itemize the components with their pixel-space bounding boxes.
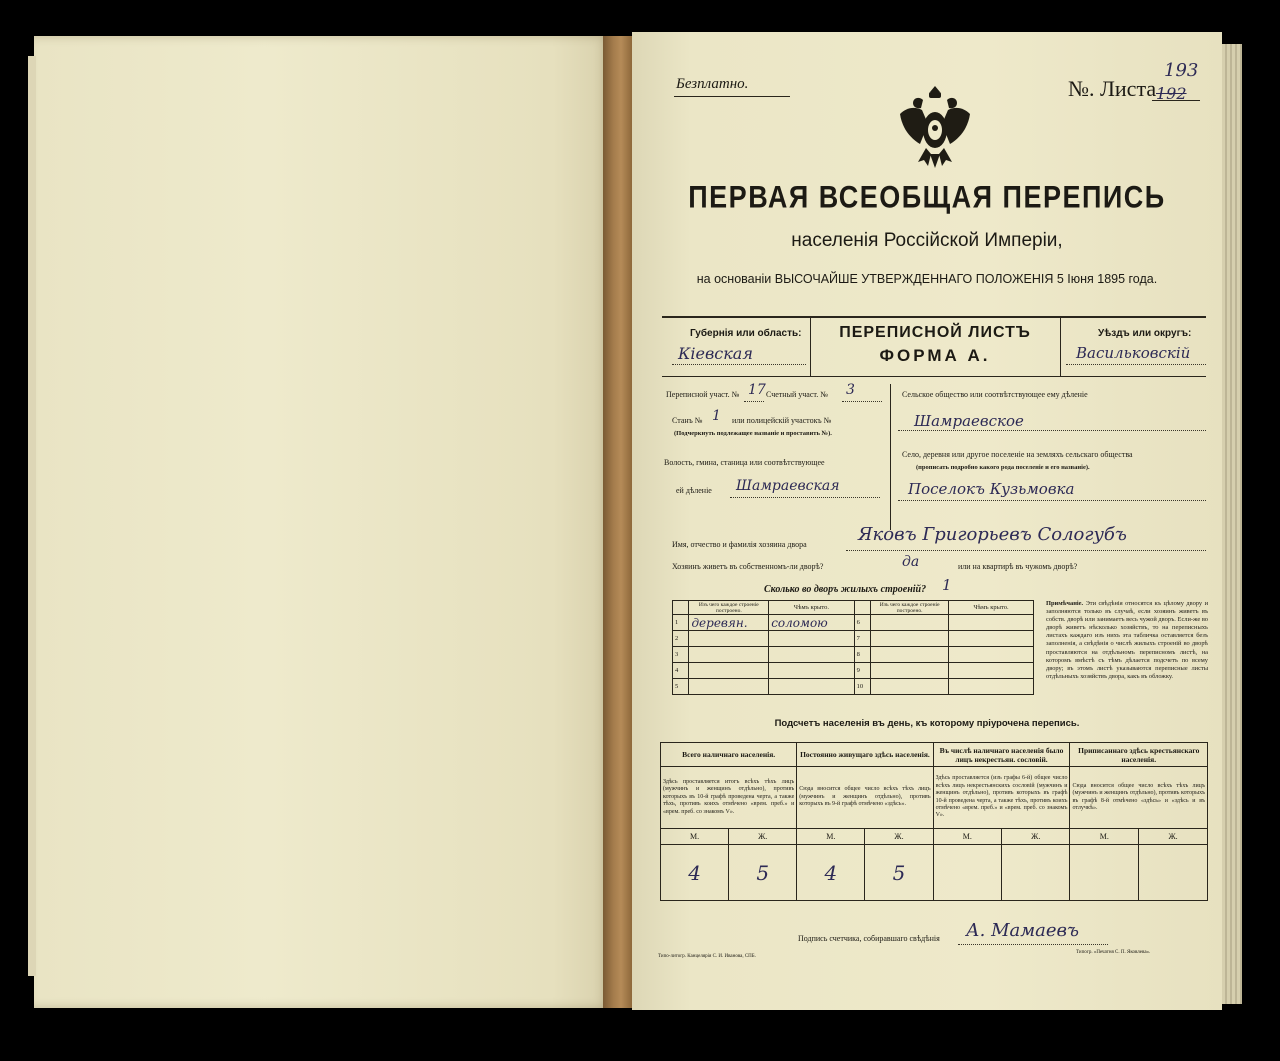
row-number: 5 bbox=[673, 679, 689, 695]
gubernia-label: Губернія или область: bbox=[690, 328, 802, 339]
uezd-value: Васильковскій bbox=[1076, 344, 1191, 362]
col-permanent-head: Постоянно живущаго здѣсь населенія. bbox=[797, 743, 933, 767]
uezd-line bbox=[1066, 364, 1206, 365]
count-district-line bbox=[842, 401, 882, 402]
buildings-value: 1 bbox=[942, 576, 952, 594]
col-material-left: Изъ чего каждое строеніе построено. bbox=[689, 601, 769, 615]
volost-label: Волость, гмина, станица или соотвѣтствующее bbox=[664, 458, 825, 467]
zh-label: Ж. bbox=[1139, 829, 1208, 845]
police-note: (Подчеркнуть подлежащее названіе и проставить №). bbox=[674, 430, 832, 437]
society-value: Шамраевское bbox=[914, 412, 1024, 430]
village-label: Село, деревня или другое поселеніе на земляхъ сельскаго общества bbox=[902, 450, 1133, 459]
village-note: (прописать подробно какого рода поселеніе и его названіе). bbox=[916, 464, 1090, 471]
gubernia-value: Кіевская bbox=[678, 344, 753, 363]
table-row bbox=[673, 679, 1034, 695]
peasant-female bbox=[1139, 845, 1208, 901]
signature-line bbox=[958, 944, 1108, 945]
row-number: 2 bbox=[673, 631, 689, 647]
page-edge bbox=[28, 56, 36, 976]
col-material-right: Изъ чего каждое строеніе построено. bbox=[871, 601, 949, 615]
info-divider bbox=[890, 384, 891, 530]
owner-name-value: Яковъ Григорьевъ Сологубъ bbox=[858, 524, 1127, 545]
zh-label: Ж. bbox=[729, 829, 797, 845]
peasant-male bbox=[1070, 845, 1139, 901]
m-label: М. bbox=[797, 829, 865, 845]
stan-value: 1 bbox=[712, 408, 721, 424]
col-permanent-desc: Сюда вносится общее число всѣхъ тѣхъ лицъ (мужчинъ и женщинъ отдѣльно), противъ которыхъ въ 9-й графѣ отмѣчено «здѣсь». bbox=[797, 767, 933, 829]
zh-label: Ж. bbox=[865, 829, 933, 845]
col-nonpeasant-head: Въ числѣ наличнаго населенія было лицъ некрестьян. сословій. bbox=[933, 743, 1070, 767]
row-number: 8 bbox=[854, 647, 871, 663]
imprint-left: Типо-литогр. Канцелярія С. И. Иванова, СПБ. bbox=[658, 954, 756, 959]
census-district-label: Переписной участ. № bbox=[666, 390, 740, 399]
buildings-table bbox=[672, 600, 1034, 695]
sheet-number-crossed: 192 bbox=[1156, 84, 1187, 103]
row-number: 1 bbox=[673, 615, 689, 631]
row-number: 7 bbox=[854, 631, 871, 647]
row-number: 4 bbox=[673, 663, 689, 679]
society-line bbox=[898, 430, 1206, 431]
row-number: 6 bbox=[854, 615, 871, 631]
form-title: ФОРМА А. bbox=[879, 346, 991, 365]
zh-label: Ж. bbox=[1002, 829, 1070, 845]
col-total-head: Всего наличнаго населенія. bbox=[661, 743, 797, 767]
sheet-number-value: 193 bbox=[1164, 60, 1199, 81]
village-value: Поселокъ Кузьмовка bbox=[908, 480, 1075, 498]
m-label: М. bbox=[1070, 829, 1139, 845]
note-text: Эти свѣдѣнія относятся къ цѣлому двору и заполняются только въ случаѣ, если хозяинъ живетъ въ собств. дворѣ или занимаетъ весь чужой дворъ. Если-же во дворѣ живетъ нѣсколько хозяйствъ, то на переписныхъ листахъ каждаго изъ нихъ эта табличка оставляется безъ заполненія, а свѣдѣнія о числѣ жилыхъ строеній во дворѣ проставляются на отдѣльномъ переписномъ листѣ, на которомъ вмѣстѣ съ тѣмъ дѣлается подсчетъ по всему двору; въ этомъ листѣ указываются переписные листы отдѣльныхъ хозяйствъ двора, какъ въ обложку. bbox=[1046, 600, 1208, 680]
signature-label: Подпись счетчика, собиравшаго свѣдѣнія bbox=[798, 934, 940, 943]
total-female: 5 bbox=[729, 845, 797, 901]
census-district-value: 17 bbox=[748, 382, 766, 398]
population-table bbox=[660, 742, 1208, 901]
table-row bbox=[673, 647, 1034, 663]
col-roof-right: Чѣмъ крыто. bbox=[949, 601, 1034, 615]
row-number: 9 bbox=[854, 663, 871, 679]
form-subtitle: населенія Россійской Имперіи, bbox=[791, 230, 1063, 251]
band-bottom-rule bbox=[662, 376, 1206, 377]
nonpeasant-male bbox=[933, 845, 1001, 901]
owner-name-label: Имя, отчество и фамилія хозяина двора bbox=[672, 540, 807, 549]
roof-cell: соломою bbox=[769, 615, 854, 631]
sheet-underline bbox=[1152, 100, 1200, 101]
form-basis: на основаніи ВЫСОЧАЙШЕ УТВЕРЖДЕННАГО ПОЛОЖЕНІЯ 5 Іюня 1895 года. bbox=[696, 272, 1158, 286]
owner-name-line bbox=[846, 550, 1206, 551]
col-roof-left: Чѣмъ крыто. bbox=[769, 601, 854, 615]
table-row bbox=[673, 663, 1034, 679]
m-label: М. bbox=[661, 829, 729, 845]
count-district-label: Счетный участ. № bbox=[766, 390, 828, 399]
table-row bbox=[673, 631, 1034, 647]
band-top-rule bbox=[662, 316, 1206, 318]
col-nonpeasant-desc: Здѣсь проставляется (изъ графы 6-й) общее число всѣхъ лицъ некрестьянскихъ сословій (мужчинъ и женщинъ отдѣльно), противъ которыхъ въ графѣ 10-й проведена черта, а также тѣхъ, противъ коихъ отмѣчено «врем. преб.» и «врем. преб. со знакомъ V». bbox=[933, 767, 1070, 829]
nonpeasant-female bbox=[1002, 845, 1070, 901]
form-main-title: ПЕРВАЯ ВСЕОБЩАЯ ПЕРЕПИСЬ bbox=[688, 179, 1166, 215]
material-cell: деревян. bbox=[689, 615, 769, 631]
sheet-number-label: №. Листа bbox=[1068, 76, 1157, 101]
gubernia-line bbox=[672, 364, 806, 365]
village-line bbox=[898, 500, 1206, 501]
col-peasant-desc: Сюда вносится общее число всѣхъ тѣхъ лицъ (мужчинъ и женщинъ отдѣльно), противъ которыхъ въ графѣ 8-й отмѣчено «здѣсь» и «здѣсь и въ отлучкѣ». bbox=[1070, 767, 1208, 829]
population-title: Подсчетъ населенія въ день, къ которому пріурочена перепись. bbox=[774, 718, 1080, 729]
table-row bbox=[673, 615, 1034, 631]
col-peasant-head: Приписаннаго здѣсь крестьянскаго населенія. bbox=[1070, 743, 1208, 767]
note-label: Примѣчаніе. bbox=[1046, 600, 1084, 607]
band-divider-right bbox=[1060, 316, 1061, 376]
own-house-label: Хозяинъ живетъ въ собственномъ-ли дворѣ? bbox=[672, 562, 824, 571]
sheet-title: ПЕРЕПИСНОЙ ЛИСТЪ bbox=[839, 324, 1031, 341]
free-underline bbox=[674, 96, 790, 97]
free-label: Безплатно. bbox=[676, 76, 749, 92]
permanent-male: 4 bbox=[797, 845, 865, 901]
row-number: 3 bbox=[673, 647, 689, 663]
double-headed-eagle-icon bbox=[896, 84, 974, 172]
police-label: или полицейскій участокъ № bbox=[732, 416, 832, 425]
own-house-value: да bbox=[902, 554, 920, 570]
col-total-desc: Здѣсь проставляется итогъ всѣхъ тѣхъ лицъ (мужчинъ и женщинъ отдѣльно), противъ которыхъ въ 10-й графѣ проведена черта, а также тѣхъ, противъ коихъ отмѣчено «врем. преб.» и «врем. преб. со знакомъ V». bbox=[661, 767, 797, 829]
society-label: Сельское общество или соотвѣтствующее ему дѣленіе bbox=[902, 390, 1088, 399]
total-male: 4 bbox=[661, 845, 729, 901]
stan-label: Станъ № bbox=[672, 416, 703, 425]
census-district-line bbox=[744, 401, 764, 402]
volost-line bbox=[730, 497, 880, 498]
count-district-value: 3 bbox=[846, 382, 855, 398]
signature-value: А. Мамаевъ bbox=[966, 920, 1080, 941]
row-number: 10 bbox=[854, 679, 871, 695]
volost-value: Шамраевская bbox=[736, 478, 840, 494]
note-block bbox=[1046, 600, 1208, 681]
left-page-blank bbox=[34, 36, 610, 1008]
volost-label-2: ей дѣленіе bbox=[676, 486, 712, 495]
census-form-page bbox=[632, 32, 1222, 1010]
rent-label: или на квартирѣ въ чужомъ дворѣ? bbox=[958, 562, 1078, 571]
imprint-right: Типогр. «Печатня С. П. Яковлева». bbox=[1076, 950, 1151, 955]
book-spine bbox=[603, 36, 633, 1008]
m-label: М. bbox=[933, 829, 1001, 845]
permanent-female: 5 bbox=[865, 845, 933, 901]
uezd-label: Уѣздъ или округъ: bbox=[1098, 328, 1192, 339]
buildings-label: Сколько во дворъ жилыхъ строеній? bbox=[764, 584, 927, 595]
